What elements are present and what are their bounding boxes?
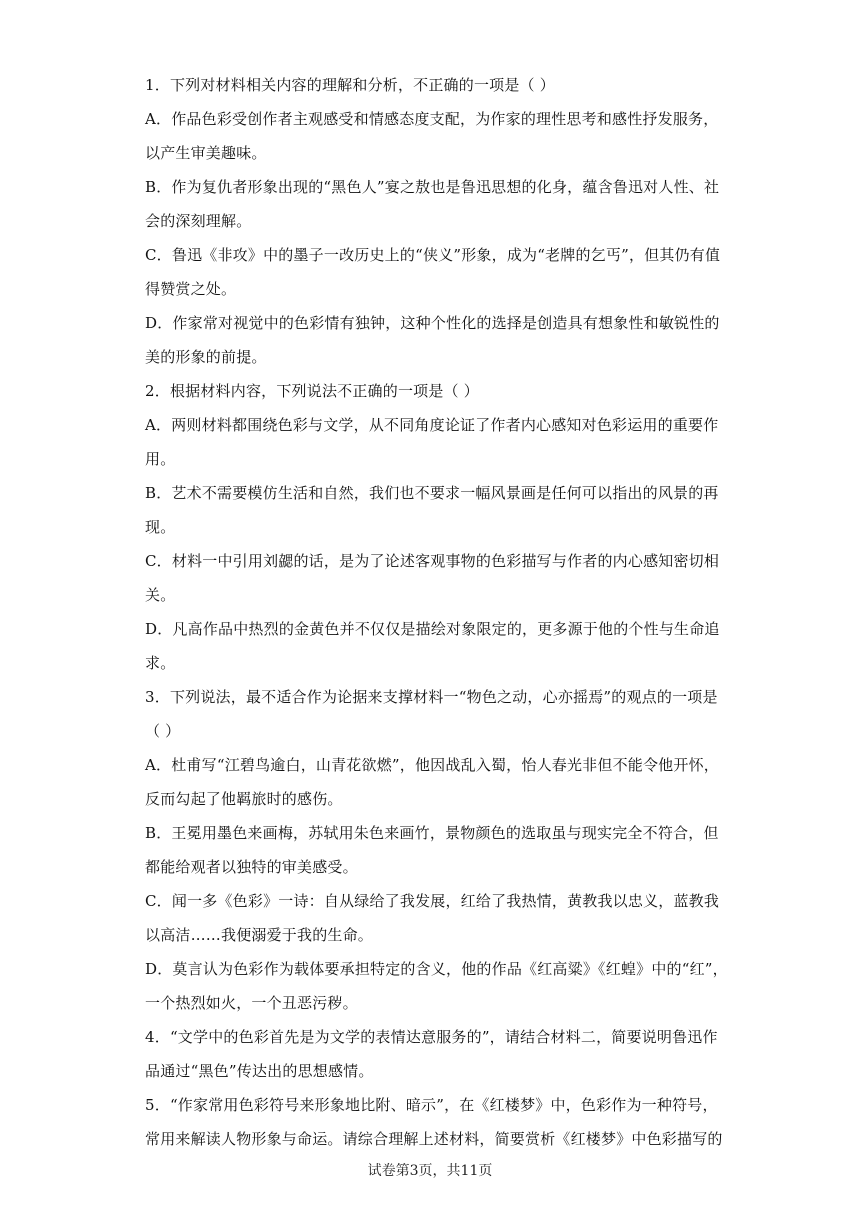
- option-d-line-1: D．作家常对视觉中的色彩情有独钟，这种个性化的选择是创造具有想象性和敏锐性的: [145, 314, 720, 332]
- question-stem-line-2: 常用来解读人物形象与命运。请综合理解上述材料，简要赏析《红楼梦》中色彩描写的: [145, 1130, 723, 1148]
- page-footer: 试卷第3页，共11页: [367, 1163, 493, 1179]
- option-b-line-2: 都能给观者以独特的审美感受。: [145, 858, 358, 876]
- option-c-line-2: 关。: [145, 586, 176, 604]
- question-4: [145, 1020, 718, 1088]
- option-c-line-1: C．鲁迅《非攻》中的墨子一改历史上的“侠义”形象，成为“老牌的乞丐”，但其仍有值: [145, 246, 721, 264]
- question-5: [145, 1088, 723, 1156]
- option-a-line-1: A．作品色彩受创作者主观感受和情感态度支配，为作家的理性思考和感性抒发服务，: [145, 110, 719, 128]
- option-b-line-2: 会的深刻理解。: [145, 212, 252, 230]
- question-stem-line-1: 4．“文学中的色彩首先是为文学的表情达意服务的”，请结合材料二，简要说明鲁迅作: [145, 1028, 718, 1046]
- question-3: [145, 680, 728, 1020]
- option-d-line-2: 美的形象的前提。: [145, 348, 267, 366]
- question-2: [145, 374, 720, 680]
- option-a-line-1: A．杜甫写“江碧鸟逾白，山青花欲燃”，他因战乱入蜀，怡人春光非但不能令他开怀，: [145, 756, 719, 774]
- option-d-line-1: D．凡高作品中热烈的金黄色并不仅仅是描绘对象限定的，更多源于他的个性与生命追: [145, 620, 720, 638]
- option-c-line-1: C．闻一多《色彩》一诗：自从绿给了我发展，红给了我热情，黄教我以忠义，蓝教我: [145, 892, 720, 910]
- option-a-line-2: 用。: [145, 450, 176, 468]
- option-c-line-1: C．材料一中引用刘勰的话，是为了论述客观事物的色彩描写与作者的内心感知密切相: [145, 552, 720, 570]
- question-stem-line-2: （ ）: [145, 722, 181, 740]
- option-b-line-1: B．王冕用墨色来画梅，苏轼用朱色来画竹，景物颜色的选取虽与现实完全不符合，但: [145, 824, 719, 842]
- option-a-line-1: A．两则材料都围绕色彩与文学，从不同角度论证了作者内心感知对色彩运用的重要作: [145, 416, 719, 434]
- option-b-line-1: B．作为复仇者形象出现的“黑色人”宴之敖也是鲁迅思想的化身，蕴含鲁迅对人性、社: [145, 178, 720, 196]
- option-c-line-2: 得赞赏之处。: [145, 280, 237, 298]
- exam-page-body: [145, 68, 728, 1156]
- option-b-line-1: B．艺术不需要模仿生活和自然，我们也不要求一幅风景画是任何可以指出的风景的再: [145, 484, 719, 502]
- option-d-line-1: D．莫言认为色彩作为载体要承担特定的含义，他的作品《红高粱》《红蝗》中的“红”，: [145, 960, 728, 978]
- question-1: [145, 68, 721, 374]
- question-stem: 2．根据材料内容，下列说法不正确的一项是（ ）: [145, 382, 479, 400]
- question-stem: 1．下列对材料相关内容的理解和分析，不正确的一项是（ ）: [145, 76, 555, 94]
- option-a-line-2: 以产生审美趣味。: [145, 144, 267, 162]
- option-a-line-2: 反而勾起了他羁旅时的感伤。: [145, 790, 343, 808]
- question-stem-line-2: 品通过“黑色”传达出的思想感情。: [145, 1062, 374, 1080]
- option-c-line-2: 以高洁……我便溺爱于我的生命。: [145, 926, 374, 944]
- question-stem-line-1: 5．“作家常用色彩符号来形象地比附、暗示”，在《红楼梦》中，色彩作为一种符号，: [145, 1096, 718, 1114]
- option-d-line-2: 求。: [145, 654, 176, 672]
- option-d-line-2: 一个热烈如火，一个丑恶污秽。: [145, 994, 358, 1012]
- question-stem-line-1: 3．下列说法，最不适合作为论据来支撑材料一“物色之动，心亦摇焉”的观点的一项是: [145, 688, 718, 706]
- option-b-line-2: 现。: [145, 518, 176, 536]
